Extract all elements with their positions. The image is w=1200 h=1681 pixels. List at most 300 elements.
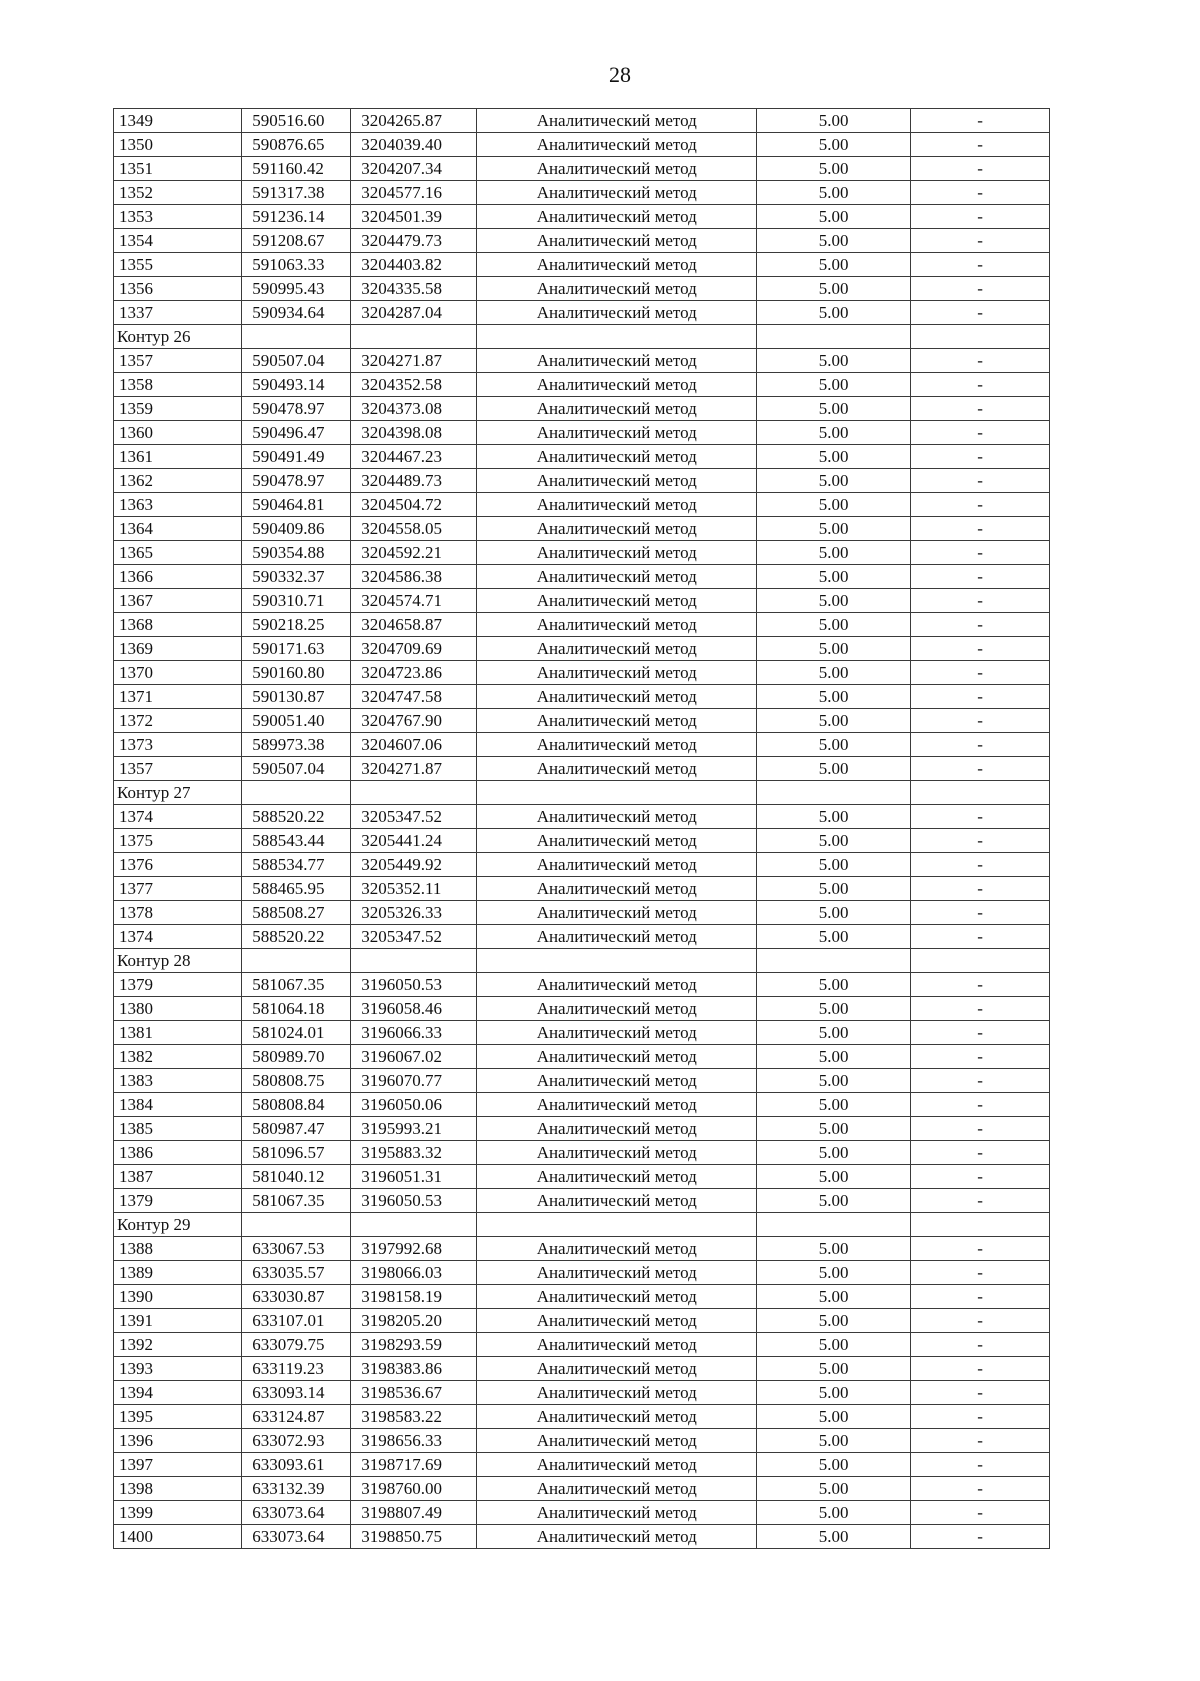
table-row	[114, 277, 1050, 301]
table-row	[114, 1045, 1050, 1069]
point-number-cell: 1358	[114, 373, 242, 397]
point-number-cell: 1372	[114, 709, 242, 733]
accuracy-cell: 5.00	[757, 637, 911, 661]
accuracy-cell: 5.00	[757, 1189, 911, 1213]
x-coordinate-cell: 581096.57	[242, 1141, 351, 1165]
y-coordinate-cell: 3196066.33	[351, 1021, 477, 1045]
dash-cell: -	[911, 1093, 1050, 1117]
x-coordinate-cell: 590478.97	[242, 469, 351, 493]
point-number-cell: 1383	[114, 1069, 242, 1093]
method-cell: Аналитический метод	[477, 1237, 757, 1261]
point-number-cell: 1396	[114, 1429, 242, 1453]
dash-cell: -	[911, 1333, 1050, 1357]
table-row	[114, 661, 1050, 685]
point-number-cell: 1365	[114, 541, 242, 565]
method-cell: Аналитический метод	[477, 1525, 757, 1549]
x-coordinate-cell: 580987.47	[242, 1117, 351, 1141]
method-cell: Аналитический метод	[477, 1501, 757, 1525]
method-cell: Аналитический метод	[477, 397, 757, 421]
accuracy-cell: 5.00	[757, 1237, 911, 1261]
y-coordinate-cell: 3204398.08	[351, 421, 477, 445]
table-row	[114, 1261, 1050, 1285]
table-row	[114, 397, 1050, 421]
method-cell: Аналитический метод	[477, 901, 757, 925]
contour-header-row	[114, 781, 1050, 805]
point-number-cell: 1356	[114, 277, 242, 301]
point-number-cell: 1386	[114, 1141, 242, 1165]
x-coordinate-cell: 591208.67	[242, 229, 351, 253]
point-number-cell: 1394	[114, 1381, 242, 1405]
x-coordinate-cell: 590354.88	[242, 541, 351, 565]
accuracy-cell: 5.00	[757, 757, 911, 781]
method-cell: Аналитический метод	[477, 181, 757, 205]
accuracy-cell: 5.00	[757, 1357, 911, 1381]
dash-cell: -	[911, 1285, 1050, 1309]
method-cell: Аналитический метод	[477, 1333, 757, 1357]
accuracy-cell: 5.00	[757, 397, 911, 421]
point-number-cell: 1357	[114, 757, 242, 781]
table-row	[114, 157, 1050, 181]
table-row	[114, 901, 1050, 925]
accuracy-cell: 5.00	[757, 1477, 911, 1501]
table-row	[114, 997, 1050, 1021]
method-cell: Аналитический метод	[477, 661, 757, 685]
y-coordinate-cell: 3196051.31	[351, 1165, 477, 1189]
table-row	[114, 1237, 1050, 1261]
x-coordinate-cell: 590130.87	[242, 685, 351, 709]
accuracy-cell: 5.00	[757, 997, 911, 1021]
y-coordinate-cell: 3195883.32	[351, 1141, 477, 1165]
method-cell: Аналитический метод	[477, 1069, 757, 1093]
table-row	[114, 1525, 1050, 1549]
point-number-cell: 1351	[114, 157, 242, 181]
dash-cell: -	[911, 613, 1050, 637]
dash-cell: -	[911, 109, 1050, 133]
dash-cell: -	[911, 517, 1050, 541]
point-number-cell: 1384	[114, 1093, 242, 1117]
table-row	[114, 973, 1050, 997]
method-cell: Аналитический метод	[477, 301, 757, 325]
accuracy-cell: 5.00	[757, 1093, 911, 1117]
y-coordinate-cell: 3198158.19	[351, 1285, 477, 1309]
point-number-cell: 1354	[114, 229, 242, 253]
table-row	[114, 517, 1050, 541]
contour-label: Контур 27	[114, 781, 242, 805]
dash-cell: -	[911, 469, 1050, 493]
method-cell: Аналитический метод	[477, 733, 757, 757]
point-number-cell: 1359	[114, 397, 242, 421]
dash-cell: -	[911, 1069, 1050, 1093]
table-row	[114, 733, 1050, 757]
y-coordinate-cell: 3196050.53	[351, 973, 477, 997]
x-coordinate-cell: 590493.14	[242, 373, 351, 397]
x-coordinate-cell: 591317.38	[242, 181, 351, 205]
empty-cell	[477, 1213, 757, 1237]
accuracy-cell: 5.00	[757, 445, 911, 469]
point-number-cell: 1376	[114, 853, 242, 877]
dash-cell: -	[911, 493, 1050, 517]
x-coordinate-cell: 581067.35	[242, 1189, 351, 1213]
method-cell: Аналитический метод	[477, 1357, 757, 1381]
method-cell: Аналитический метод	[477, 277, 757, 301]
dash-cell: -	[911, 1405, 1050, 1429]
y-coordinate-cell: 3205352.11	[351, 877, 477, 901]
point-number-cell: 1379	[114, 973, 242, 997]
accuracy-cell: 5.00	[757, 661, 911, 685]
dash-cell: -	[911, 925, 1050, 949]
method-cell: Аналитический метод	[477, 445, 757, 469]
dash-cell: -	[911, 541, 1050, 565]
table-row	[114, 1405, 1050, 1429]
accuracy-cell: 5.00	[757, 1045, 911, 1069]
method-cell: Аналитический метод	[477, 541, 757, 565]
dash-cell: -	[911, 685, 1050, 709]
point-number-cell: 1366	[114, 565, 242, 589]
accuracy-cell: 5.00	[757, 253, 911, 277]
x-coordinate-cell: 633030.87	[242, 1285, 351, 1309]
method-cell: Аналитический метод	[477, 709, 757, 733]
dash-cell: -	[911, 181, 1050, 205]
point-number-cell: 1388	[114, 1237, 242, 1261]
x-coordinate-cell: 633079.75	[242, 1333, 351, 1357]
point-number-cell: 1397	[114, 1453, 242, 1477]
method-cell: Аналитический метод	[477, 853, 757, 877]
x-coordinate-cell: 590516.60	[242, 109, 351, 133]
table-row	[114, 133, 1050, 157]
method-cell: Аналитический метод	[477, 1165, 757, 1189]
method-cell: Аналитический метод	[477, 1285, 757, 1309]
accuracy-cell: 5.00	[757, 1141, 911, 1165]
x-coordinate-cell: 590934.64	[242, 301, 351, 325]
accuracy-cell: 5.00	[757, 517, 911, 541]
y-coordinate-cell: 3196050.06	[351, 1093, 477, 1117]
dash-cell: -	[911, 901, 1050, 925]
table-row	[114, 1189, 1050, 1213]
dash-cell: -	[911, 637, 1050, 661]
y-coordinate-cell: 3205347.52	[351, 925, 477, 949]
accuracy-cell: 5.00	[757, 709, 911, 733]
x-coordinate-cell: 590995.43	[242, 277, 351, 301]
y-coordinate-cell: 3205441.24	[351, 829, 477, 853]
method-cell: Аналитический метод	[477, 1381, 757, 1405]
point-number-cell: 1395	[114, 1405, 242, 1429]
table-row	[114, 349, 1050, 373]
accuracy-cell: 5.00	[757, 613, 911, 637]
empty-cell	[477, 325, 757, 349]
accuracy-cell: 5.00	[757, 589, 911, 613]
dash-cell: -	[911, 1021, 1050, 1045]
dash-cell: -	[911, 997, 1050, 1021]
y-coordinate-cell: 3204558.05	[351, 517, 477, 541]
method-cell: Аналитический метод	[477, 973, 757, 997]
accuracy-cell: 5.00	[757, 1525, 911, 1549]
point-number-cell: 1389	[114, 1261, 242, 1285]
x-coordinate-cell: 590051.40	[242, 709, 351, 733]
empty-cell	[477, 781, 757, 805]
y-coordinate-cell: 3198536.67	[351, 1381, 477, 1405]
dash-cell: -	[911, 229, 1050, 253]
x-coordinate-cell: 633073.64	[242, 1525, 351, 1549]
x-coordinate-cell: 591160.42	[242, 157, 351, 181]
dash-cell: -	[911, 1357, 1050, 1381]
point-number-cell: 1374	[114, 925, 242, 949]
point-number-cell: 1353	[114, 205, 242, 229]
y-coordinate-cell: 3204207.34	[351, 157, 477, 181]
y-coordinate-cell: 3204709.69	[351, 637, 477, 661]
point-number-cell: 1382	[114, 1045, 242, 1069]
x-coordinate-cell: 581040.12	[242, 1165, 351, 1189]
x-coordinate-cell: 588520.22	[242, 925, 351, 949]
accuracy-cell: 5.00	[757, 277, 911, 301]
table-row	[114, 1333, 1050, 1357]
table-row	[114, 541, 1050, 565]
empty-cell	[242, 781, 351, 805]
accuracy-cell: 5.00	[757, 1261, 911, 1285]
y-coordinate-cell: 3196058.46	[351, 997, 477, 1021]
table-row	[114, 253, 1050, 277]
table-row	[114, 637, 1050, 661]
accuracy-cell: 5.00	[757, 349, 911, 373]
table-row	[114, 301, 1050, 325]
dash-cell: -	[911, 1381, 1050, 1405]
y-coordinate-cell: 3198293.59	[351, 1333, 477, 1357]
method-cell: Аналитический метод	[477, 829, 757, 853]
dash-cell: -	[911, 805, 1050, 829]
accuracy-cell: 5.00	[757, 181, 911, 205]
accuracy-cell: 5.00	[757, 493, 911, 517]
y-coordinate-cell: 3204039.40	[351, 133, 477, 157]
dash-cell: -	[911, 373, 1050, 397]
method-cell: Аналитический метод	[477, 997, 757, 1021]
dash-cell: -	[911, 1525, 1050, 1549]
y-coordinate-cell: 3198850.75	[351, 1525, 477, 1549]
table-row	[114, 1357, 1050, 1381]
accuracy-cell: 5.00	[757, 1501, 911, 1525]
table-row	[114, 1429, 1050, 1453]
accuracy-cell: 5.00	[757, 565, 911, 589]
method-cell: Аналитический метод	[477, 133, 757, 157]
method-cell: Аналитический метод	[477, 469, 757, 493]
method-cell: Аналитический метод	[477, 685, 757, 709]
dash-cell: -	[911, 397, 1050, 421]
dash-cell: -	[911, 1237, 1050, 1261]
accuracy-cell: 5.00	[757, 133, 911, 157]
method-cell: Аналитический метод	[477, 1189, 757, 1213]
empty-cell	[757, 1213, 911, 1237]
dash-cell: -	[911, 421, 1050, 445]
accuracy-cell: 5.00	[757, 1021, 911, 1045]
table-row	[114, 373, 1050, 397]
y-coordinate-cell: 3204723.86	[351, 661, 477, 685]
dash-cell: -	[911, 661, 1050, 685]
x-coordinate-cell: 590876.65	[242, 133, 351, 157]
accuracy-cell: 5.00	[757, 1117, 911, 1141]
point-number-cell: 1375	[114, 829, 242, 853]
point-number-cell: 1373	[114, 733, 242, 757]
x-coordinate-cell: 590507.04	[242, 349, 351, 373]
x-coordinate-cell: 581064.18	[242, 997, 351, 1021]
table-row	[114, 1117, 1050, 1141]
x-coordinate-cell: 580989.70	[242, 1045, 351, 1069]
x-coordinate-cell: 590496.47	[242, 421, 351, 445]
y-coordinate-cell: 3204271.87	[351, 349, 477, 373]
method-cell: Аналитический метод	[477, 637, 757, 661]
accuracy-cell: 5.00	[757, 829, 911, 853]
dash-cell: -	[911, 1309, 1050, 1333]
accuracy-cell: 5.00	[757, 1333, 911, 1357]
dash-cell: -	[911, 301, 1050, 325]
y-coordinate-cell: 3205347.52	[351, 805, 477, 829]
x-coordinate-cell: 580808.84	[242, 1093, 351, 1117]
coordinates-table-body	[114, 109, 1050, 1549]
point-number-cell: 1371	[114, 685, 242, 709]
y-coordinate-cell: 3204489.73	[351, 469, 477, 493]
point-number-cell: 1380	[114, 997, 242, 1021]
point-number-cell: 1398	[114, 1477, 242, 1501]
accuracy-cell: 5.00	[757, 541, 911, 565]
x-coordinate-cell: 591063.33	[242, 253, 351, 277]
method-cell: Аналитический метод	[477, 229, 757, 253]
y-coordinate-cell: 3204767.90	[351, 709, 477, 733]
method-cell: Аналитический метод	[477, 925, 757, 949]
dash-cell: -	[911, 565, 1050, 589]
point-number-cell: 1390	[114, 1285, 242, 1309]
dash-cell: -	[911, 349, 1050, 373]
point-number-cell: 1362	[114, 469, 242, 493]
x-coordinate-cell: 588508.27	[242, 901, 351, 925]
dash-cell: -	[911, 757, 1050, 781]
table-row	[114, 205, 1050, 229]
table-row	[114, 1093, 1050, 1117]
method-cell: Аналитический метод	[477, 493, 757, 517]
accuracy-cell: 5.00	[757, 469, 911, 493]
method-cell: Аналитический метод	[477, 373, 757, 397]
dash-cell: -	[911, 205, 1050, 229]
dash-cell: -	[911, 157, 1050, 181]
dash-cell: -	[911, 973, 1050, 997]
point-number-cell: 1374	[114, 805, 242, 829]
y-coordinate-cell: 3198066.03	[351, 1261, 477, 1285]
x-coordinate-cell: 633067.53	[242, 1237, 351, 1261]
point-number-cell: 1377	[114, 877, 242, 901]
method-cell: Аналитический метод	[477, 109, 757, 133]
accuracy-cell: 5.00	[757, 805, 911, 829]
table-row	[114, 565, 1050, 589]
y-coordinate-cell: 3204586.38	[351, 565, 477, 589]
method-cell: Аналитический метод	[477, 1093, 757, 1117]
x-coordinate-cell: 590507.04	[242, 757, 351, 781]
point-number-cell: 1385	[114, 1117, 242, 1141]
point-number-cell: 1368	[114, 613, 242, 637]
accuracy-cell: 5.00	[757, 373, 911, 397]
method-cell: Аналитический метод	[477, 253, 757, 277]
accuracy-cell: 5.00	[757, 901, 911, 925]
contour-header-row	[114, 949, 1050, 973]
table-row	[114, 1309, 1050, 1333]
table-row	[114, 925, 1050, 949]
accuracy-cell: 5.00	[757, 1069, 911, 1093]
coordinates-table	[113, 108, 1050, 1549]
table-row	[114, 1453, 1050, 1477]
table-row	[114, 469, 1050, 493]
x-coordinate-cell: 590464.81	[242, 493, 351, 517]
y-coordinate-cell: 3196050.53	[351, 1189, 477, 1213]
method-cell: Аналитический метод	[477, 517, 757, 541]
table-row	[114, 1477, 1050, 1501]
empty-cell	[911, 949, 1050, 973]
point-number-cell: 1361	[114, 445, 242, 469]
point-number-cell: 1357	[114, 349, 242, 373]
point-number-cell: 1393	[114, 1357, 242, 1381]
x-coordinate-cell: 633073.64	[242, 1501, 351, 1525]
table-row	[114, 589, 1050, 613]
table-row	[114, 805, 1050, 829]
x-coordinate-cell: 590310.71	[242, 589, 351, 613]
point-number-cell: 1392	[114, 1333, 242, 1357]
table-row	[114, 757, 1050, 781]
table-row	[114, 229, 1050, 253]
accuracy-cell: 5.00	[757, 421, 911, 445]
y-coordinate-cell: 3204658.87	[351, 613, 477, 637]
point-number-cell: 1363	[114, 493, 242, 517]
y-coordinate-cell: 3195993.21	[351, 1117, 477, 1141]
empty-cell	[757, 949, 911, 973]
point-number-cell: 1352	[114, 181, 242, 205]
dash-cell: -	[911, 253, 1050, 277]
table-row	[114, 1069, 1050, 1093]
method-cell: Аналитический метод	[477, 613, 757, 637]
y-coordinate-cell: 3197992.68	[351, 1237, 477, 1261]
accuracy-cell: 5.00	[757, 301, 911, 325]
dash-cell: -	[911, 1189, 1050, 1213]
y-coordinate-cell: 3198717.69	[351, 1453, 477, 1477]
y-coordinate-cell: 3204265.87	[351, 109, 477, 133]
method-cell: Аналитический метод	[477, 877, 757, 901]
y-coordinate-cell: 3204574.71	[351, 589, 477, 613]
table-row	[114, 853, 1050, 877]
point-number-cell: 1378	[114, 901, 242, 925]
x-coordinate-cell: 581067.35	[242, 973, 351, 997]
accuracy-cell: 5.00	[757, 973, 911, 997]
point-number-cell: 1364	[114, 517, 242, 541]
empty-cell	[911, 325, 1050, 349]
contour-label: Контур 29	[114, 1213, 242, 1237]
point-number-cell: 1391	[114, 1309, 242, 1333]
method-cell: Аналитический метод	[477, 589, 757, 613]
table-row	[114, 1021, 1050, 1045]
method-cell: Аналитический метод	[477, 805, 757, 829]
y-coordinate-cell: 3204577.16	[351, 181, 477, 205]
accuracy-cell: 5.00	[757, 1309, 911, 1333]
y-coordinate-cell: 3204287.04	[351, 301, 477, 325]
y-coordinate-cell: 3204335.58	[351, 277, 477, 301]
y-coordinate-cell: 3196070.77	[351, 1069, 477, 1093]
dash-cell: -	[911, 1453, 1050, 1477]
dash-cell: -	[911, 277, 1050, 301]
accuracy-cell: 5.00	[757, 733, 911, 757]
x-coordinate-cell: 590171.63	[242, 637, 351, 661]
empty-cell	[242, 325, 351, 349]
accuracy-cell: 5.00	[757, 1429, 911, 1453]
x-coordinate-cell: 633093.61	[242, 1453, 351, 1477]
method-cell: Аналитический метод	[477, 1045, 757, 1069]
x-coordinate-cell: 580808.75	[242, 1069, 351, 1093]
method-cell: Аналитический метод	[477, 157, 757, 181]
table-row	[114, 709, 1050, 733]
x-coordinate-cell: 633119.23	[242, 1357, 351, 1381]
empty-cell	[757, 325, 911, 349]
method-cell: Аналитический метод	[477, 1309, 757, 1333]
